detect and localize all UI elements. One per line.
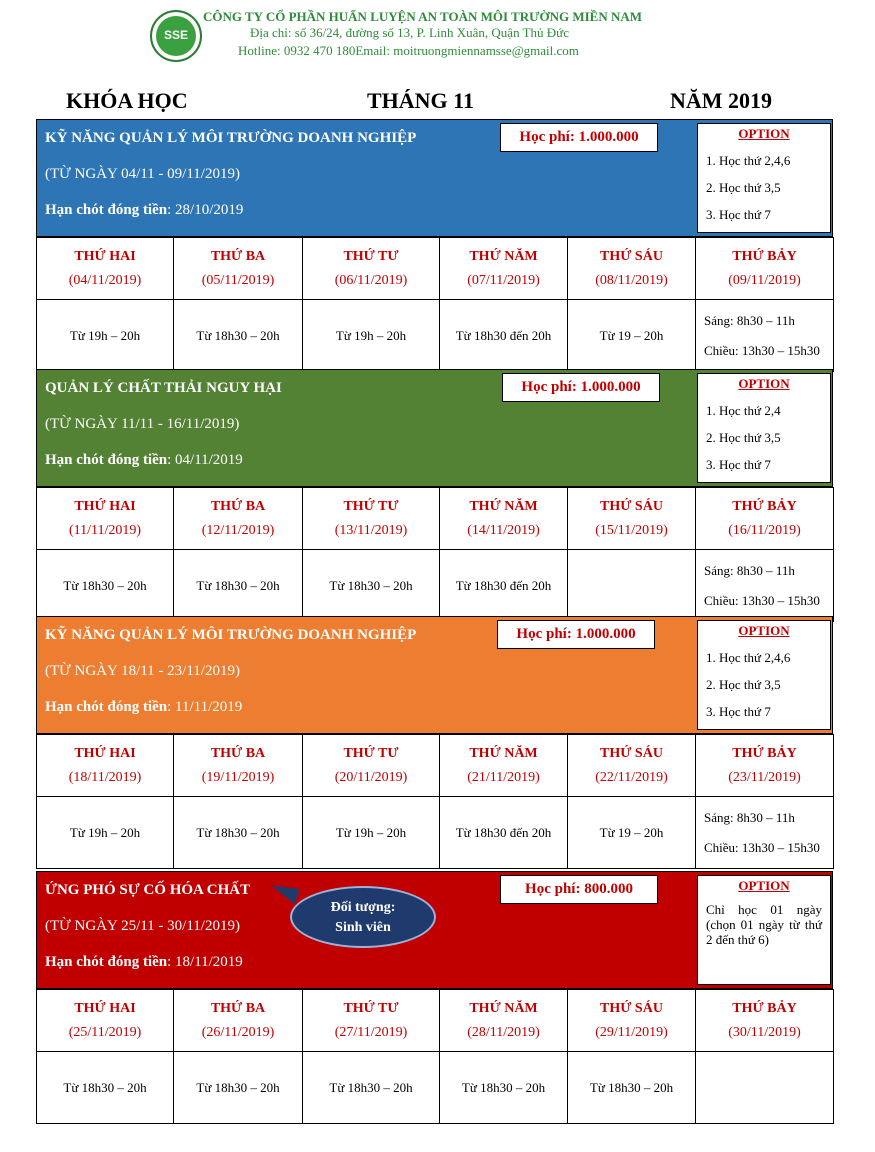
day-date: (06/11/2019) — [334, 272, 408, 288]
time-row — [37, 797, 834, 869]
day-date: (11/11/2019) — [68, 522, 142, 538]
saturday-morning: Sáng: 8h30 – 11h — [704, 312, 795, 328]
day-cell — [37, 488, 174, 550]
day-date: (25/11/2019) — [68, 1024, 142, 1040]
day-cell — [696, 735, 834, 797]
day-cell — [174, 990, 303, 1052]
bubble-line-1: Đối tượng: — [330, 900, 396, 915]
time-cell: Từ 19 – 20h — [568, 300, 696, 372]
day-date: (23/11/2019) — [728, 769, 801, 785]
day-name: THỨ SÁU — [600, 1000, 663, 1016]
course-dates: (TỪ NGÀY 25/11 - 30/11/2019) — [45, 918, 240, 934]
day-header-row — [37, 238, 834, 300]
day-date: (05/11/2019) — [201, 272, 275, 288]
deadline-value: : 28/10/2019 — [167, 202, 244, 218]
time-cell: Từ 19h – 20h — [37, 797, 174, 869]
day-date: (19/11/2019) — [201, 769, 275, 785]
day-name: THỨ BA — [210, 745, 266, 761]
saturday-morning: Sáng: 8h30 – 11h — [704, 562, 795, 578]
time-cell: Từ 18h30 – 20h — [37, 550, 174, 622]
company-address: Địa chỉ: số 36/24, đường số 13, P. Linh Xuân, Quận Thủ Đức — [250, 25, 569, 40]
day-date: (28/11/2019) — [467, 1024, 540, 1040]
time-cell: Từ 19h – 20h — [37, 300, 174, 372]
time-cell: Từ 18h30 đến 20h — [440, 797, 568, 869]
day-cell — [440, 238, 568, 300]
deadline-label: Hạn chót đóng tiền — [45, 452, 168, 468]
option-item: 2. Học thứ 3,5 — [706, 430, 781, 445]
day-date: (18/11/2019) — [68, 769, 142, 785]
option-item: 2. Học thứ 3,5 — [706, 677, 781, 692]
day-cell — [440, 488, 568, 550]
day-name: THỨ SÁU — [600, 745, 663, 761]
time-row — [37, 1052, 834, 1124]
day-cell — [37, 990, 174, 1052]
day-name: THỨ BẢY — [732, 498, 797, 514]
deadline-label: Hạn chót đóng tiền — [45, 954, 168, 970]
day-name: THỨ HAI — [74, 1000, 136, 1016]
day-cell — [37, 238, 174, 300]
option-item: 3. Học thứ 7 — [706, 207, 771, 222]
time-cell: Từ 18h30 – 20h — [174, 550, 303, 622]
time-cell: Từ 18h30 đến 20h — [440, 300, 568, 372]
day-date: (04/11/2019) — [68, 272, 142, 288]
day-name: THỨ BẢY — [732, 1000, 797, 1016]
option-box — [697, 620, 831, 730]
course-fee: Học phí: 1.000.000 — [497, 620, 655, 649]
course-name: ỨNG PHÓ SỰ CỐ HÓA CHẤT — [45, 882, 251, 898]
time-cell: Từ 18h30 – 20h — [303, 1052, 440, 1124]
day-cell — [303, 488, 440, 550]
time-cell: Từ 19h – 20h — [303, 300, 440, 372]
day-name: THỨ BẢY — [732, 745, 797, 761]
day-name: THỨ TƯ — [343, 248, 399, 264]
day-date: (26/11/2019) — [201, 1024, 275, 1040]
day-header-row — [37, 488, 834, 550]
time-cell: Từ 18h30 đến 20h — [440, 550, 568, 622]
deadline-label: Hạn chót đóng tiền — [45, 202, 168, 218]
saturday-time-cell — [696, 797, 834, 869]
day-cell — [174, 735, 303, 797]
saturday-time-cell — [696, 300, 834, 372]
logo-text: SSE — [163, 28, 188, 42]
day-cell — [174, 238, 303, 300]
option-item: 1. Học thứ 2,4,6 — [706, 650, 791, 665]
day-cell — [440, 990, 568, 1052]
saturday-afternoon: Chiều: 13h30 – 15h30 — [704, 592, 820, 608]
saturday-morning: Sáng: 8h30 – 11h — [704, 809, 795, 825]
course-banner — [36, 369, 833, 487]
day-name: THỨ BA — [210, 498, 266, 514]
company-hotline: Hotline: 0932 470 180Email: moitruongmiennamsse@gmail.com — [238, 43, 579, 58]
day-name: THỨ TƯ — [343, 498, 399, 514]
day-date: (22/11/2019) — [595, 769, 668, 785]
schedule-table — [36, 734, 834, 869]
time-cell: Từ 18h30 – 20h — [303, 550, 440, 622]
day-cell — [696, 488, 834, 550]
day-cell — [174, 488, 303, 550]
day-name: THỨ BA — [210, 1000, 266, 1016]
course-block-3 — [36, 616, 833, 869]
audience-bubble — [290, 886, 436, 948]
day-cell — [303, 238, 440, 300]
day-name: THỨ NĂM — [469, 498, 538, 514]
time-cell: Từ 18h30 – 20h — [440, 1052, 568, 1124]
time-cell: Từ 19 – 20h — [568, 797, 696, 869]
course-block-1 — [36, 119, 833, 372]
day-date: (09/11/2019) — [728, 272, 801, 288]
day-date: (14/11/2019) — [467, 522, 540, 538]
day-cell — [303, 735, 440, 797]
course-fee: Học phí: 800.000 — [500, 875, 658, 904]
day-date: (29/11/2019) — [595, 1024, 668, 1040]
course-banner — [36, 616, 833, 734]
day-name: THỨ HAI — [74, 745, 136, 761]
option-title: OPTION — [738, 376, 790, 391]
course-name: KỸ NĂNG QUẢN LÝ MÔI TRƯỜNG DOANH NGHIỆP — [45, 627, 417, 643]
day-name: THỨ NĂM — [469, 248, 538, 264]
day-date: (08/11/2019) — [595, 272, 668, 288]
time-cell: Từ 18h30 – 20h — [568, 1052, 696, 1124]
day-name: THỨ BẢY — [732, 248, 797, 264]
option-title: OPTION — [738, 126, 790, 141]
day-name: THỨ SÁU — [600, 498, 663, 514]
time-cell — [568, 550, 696, 622]
course-block-2 — [36, 369, 833, 622]
day-name: THỨ HAI — [74, 498, 136, 514]
course-dates: (TỪ NGÀY 04/11 - 09/11/2019) — [45, 166, 240, 182]
time-row — [37, 550, 834, 622]
day-date: (21/11/2019) — [467, 769, 540, 785]
day-cell — [37, 735, 174, 797]
course-deadline — [45, 954, 243, 971]
saturday-afternoon: Chiều: 13h30 – 15h30 — [704, 839, 820, 855]
deadline-value: : 04/11/2019 — [167, 452, 243, 468]
course-fee: Học phí: 1.000.000 — [502, 373, 660, 402]
course-dates: (TỪ NGÀY 11/11 - 16/11/2019) — [45, 416, 240, 432]
day-date: (13/11/2019) — [334, 522, 408, 538]
schedule-table — [36, 989, 834, 1124]
deadline-value: : 18/11/2019 — [167, 954, 243, 970]
course-dates: (TỪ NGÀY 18/11 - 23/11/2019) — [45, 663, 240, 679]
course-banner — [36, 119, 833, 237]
company-name: CÔNG TY CỔ PHẦN HUẤN LUYỆN AN TOÀN MÔI TRƯỜNG MIỀN NAM — [203, 9, 643, 24]
day-header-row — [37, 990, 834, 1052]
day-date: (16/11/2019) — [728, 522, 801, 538]
day-name: THỨ NĂM — [469, 745, 538, 761]
option-item: 1. Học thứ 2,4,6 — [706, 153, 791, 168]
day-date: (07/11/2019) — [467, 272, 540, 288]
option-item: 3. Học thứ 7 — [706, 457, 771, 472]
day-name: THỨ BA — [210, 248, 266, 264]
course-deadline — [45, 452, 243, 469]
company-logo — [150, 10, 202, 62]
time-cell: Từ 19h – 20h — [303, 797, 440, 869]
time-cell: Từ 18h30 – 20h — [174, 1052, 303, 1124]
option-item: 2. Học thứ 3,5 — [706, 180, 781, 195]
course-deadline — [45, 202, 243, 219]
day-name: THỨ TƯ — [343, 745, 399, 761]
day-cell — [696, 990, 834, 1052]
course-name: KỸ NĂNG QUẢN LÝ MÔI TRƯỜNG DOANH NGHIỆP — [45, 130, 417, 146]
time-cell: Từ 18h30 – 20h — [174, 797, 303, 869]
day-name: THỨ SÁU — [600, 248, 663, 264]
course-banner — [36, 871, 833, 989]
time-row — [37, 300, 834, 372]
option-title: OPTION — [738, 878, 790, 893]
option-box — [697, 373, 831, 483]
time-cell: Từ 18h30 – 20h — [174, 300, 303, 372]
saturday-time-cell — [696, 550, 834, 622]
time-cell-empty — [696, 1052, 834, 1124]
schedule-table — [36, 237, 834, 372]
day-date: (27/11/2019) — [334, 1024, 408, 1040]
day-date: (15/11/2019) — [595, 522, 668, 538]
option-box — [697, 123, 831, 233]
day-date: (12/11/2019) — [201, 522, 275, 538]
option-title: OPTION — [738, 623, 790, 638]
saturday-afternoon: Chiều: 13h30 – 15h30 — [704, 342, 820, 358]
course-deadline — [45, 699, 242, 716]
title-year: NĂM 2019 — [670, 88, 773, 113]
day-cell — [303, 990, 440, 1052]
schedule-table — [36, 487, 834, 622]
option-box — [697, 875, 831, 985]
day-name: THỨ NĂM — [469, 1000, 538, 1016]
title-month: THÁNG 11 — [367, 88, 474, 113]
option-item: 3. Học thứ 7 — [706, 704, 771, 719]
day-name: THỨ TƯ — [343, 1000, 399, 1016]
day-cell — [696, 238, 834, 300]
day-name: THỨ HAI — [74, 248, 136, 264]
day-cell — [568, 990, 696, 1052]
deadline-label: Hạn chót đóng tiền — [45, 699, 168, 715]
day-cell — [568, 488, 696, 550]
day-cell — [440, 735, 568, 797]
day-header-row — [37, 735, 834, 797]
option-item: 1. Học thứ 2,4 — [706, 403, 781, 418]
deadline-value: : 11/11/2019 — [167, 699, 243, 715]
course-block-4 — [36, 871, 833, 1124]
day-cell — [568, 735, 696, 797]
option-text: Chỉ học 01 ngày (chọn 01 ngày từ thứ 2 đến thứ 6) — [706, 902, 822, 947]
day-date: (20/11/2019) — [334, 769, 408, 785]
time-cell: Từ 18h30 – 20h — [37, 1052, 174, 1124]
course-fee: Học phí: 1.000.000 — [500, 123, 658, 152]
bubble-line-2: Sinh viên — [335, 920, 391, 935]
day-date: (30/11/2019) — [728, 1024, 801, 1040]
day-cell — [568, 238, 696, 300]
title-course: KHÓA HỌC — [66, 88, 188, 113]
course-name: QUẢN LÝ CHẤT THẢI NGUY HẠI — [45, 380, 282, 396]
